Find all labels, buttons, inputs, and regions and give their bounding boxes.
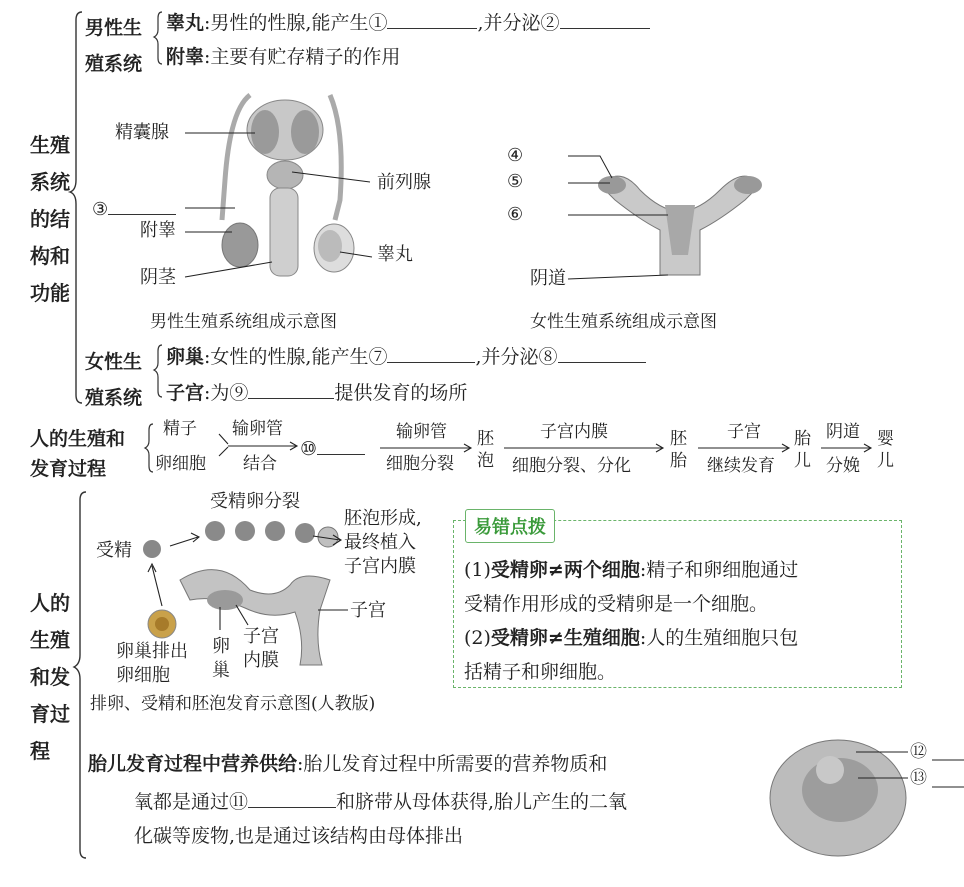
development-caption: 排卵、受精和胚泡发育示意图(人教版) — [90, 694, 376, 714]
ovary-term: 卵巢 — [166, 346, 205, 368]
blank-1[interactable] — [387, 12, 477, 29]
blank-11[interactable] — [248, 791, 336, 808]
brace-development — [74, 492, 86, 858]
testis-term: 睾丸 — [166, 12, 205, 34]
blank-9[interactable] — [248, 382, 334, 399]
fertilization-label: 受精 — [96, 540, 132, 561]
oviduct-label-1: 输卵管 — [232, 419, 283, 439]
uterus-term: 子宫 — [166, 382, 205, 404]
structure-function-title: 生殖 系统 的结 构和 功能 — [30, 133, 70, 305]
ovary-diagram-label: 卵 巢 — [212, 636, 230, 681]
blank-8[interactable] — [558, 346, 646, 363]
zygote-division-label: 受精卵分裂 — [210, 491, 300, 512]
continue-dev-label: 继续发育 — [707, 456, 775, 476]
nutrition-line-1: 胎儿发育过程中营养供给:胎儿发育过程中所需要的营养物质和 — [88, 753, 608, 775]
ovary-desc-b: ,并分泌⑧ — [475, 346, 558, 368]
cell-division-label: 细胞分裂 — [386, 454, 454, 474]
uterus-process-label: 子宫 — [727, 422, 761, 442]
epididymis-line — [166, 48, 400, 67]
endometrium-diagram-label: 子宫 内膜 — [243, 626, 279, 671]
nutrition-line-2: 氧都是通过⑪ 和脐带从母体获得,胎儿产生的二氧 — [134, 791, 628, 813]
uterus-desc-a: :为⑨ — [204, 382, 249, 404]
uterus-diagram-label: 子宫 — [350, 600, 386, 621]
egg-cell: 卵细胞 — [155, 454, 206, 474]
tip-p1-line2: 受精作用形成的受精卵是一个细胞。 — [464, 593, 769, 615]
blank-6-label: ⑥ — [507, 204, 524, 225]
male-diagram-caption: 男性生殖系统组成示意图 — [150, 312, 337, 332]
fetus: 胎 儿 — [794, 429, 811, 471]
female-diagram-caption: 女性生殖系统组成示意图 — [530, 312, 717, 332]
blank-4-label: ④ — [507, 145, 524, 166]
delivery-label: 分娩 — [826, 456, 860, 476]
male-reproductive-drawing — [222, 95, 354, 276]
penis-label: 阴茎 — [140, 267, 176, 288]
epididymis-term: 附睾 — [166, 46, 205, 68]
brace-process — [145, 424, 153, 472]
male-system-label: 男性生 殖系统 — [85, 17, 143, 75]
blank-10: ⑩ — [300, 438, 365, 459]
embryo: 胚 胎 — [670, 429, 687, 471]
blank-7[interactable] — [387, 346, 475, 363]
vagina-label: 阴道 — [530, 268, 566, 289]
development-title: 人的 生殖 和发 育过 程 — [30, 591, 70, 763]
combine-label: 结合 — [243, 454, 277, 474]
brace-male — [154, 12, 162, 64]
female-system-label: 女性生 殖系统 — [85, 351, 143, 409]
division-diff-label: 细胞分裂、分化 — [512, 456, 631, 476]
process-title: 人的生殖和 发育过程 — [30, 428, 126, 480]
testis-desc-a: :男性的性腺,能产生① — [204, 12, 388, 34]
uterus-desc-b: 提供发育的场所 — [334, 382, 468, 404]
nutrition-term: 胎儿发育过程中营养供给 — [88, 753, 298, 775]
blank-13-label: ⑬ — [910, 768, 927, 788]
ovary-desc-a: :女性的性腺,能产生⑦ — [204, 346, 388, 368]
blank-2[interactable] — [560, 12, 650, 29]
tip-tag: 易错点拨 — [465, 509, 555, 543]
tip-p1-line1: (1)受精卵≠两个细胞:精子和卵细胞通过 — [464, 559, 799, 581]
ovulation-label: 卵巢排出 卵细胞 — [116, 641, 188, 686]
tip-content — [464, 553, 798, 689]
epididymis-desc: :主要有贮存精子的作用 — [204, 46, 401, 68]
fetus-drawing — [770, 740, 906, 856]
seminal-vesicle-label: 精囊腺 — [115, 122, 169, 143]
blastocyst: 胚 泡 — [477, 429, 494, 471]
ovary-line — [166, 346, 646, 367]
female-reproductive-drawing — [598, 176, 762, 275]
tip-p2-line1: (2)受精卵≠生殖细胞:人的生殖细胞只包 — [464, 627, 799, 649]
baby: 婴 儿 — [877, 429, 894, 471]
brace-structure — [70, 12, 82, 403]
uterus-line — [166, 382, 467, 403]
blank-3-label: ③ — [92, 198, 176, 219]
oviduct-label-2: 输卵管 — [396, 422, 447, 442]
epididymis-label: 附睾 — [140, 220, 176, 241]
blank-12-label: ⑫ — [910, 742, 927, 762]
vagina-process-label: 阴道 — [826, 422, 860, 442]
blastocyst-implant-label: 胚泡形成, 最终植入 子宫内膜 — [344, 508, 422, 577]
prostate-label: 前列腺 — [377, 172, 431, 193]
tip-p2-line2: 括精子和卵细胞。 — [464, 661, 617, 683]
testis-label: 睾丸 — [377, 244, 413, 265]
brace-female — [154, 345, 162, 397]
testis-desc-b: ,并分泌② — [477, 12, 560, 34]
endometrium-label: 子宫内膜 — [540, 422, 608, 442]
nutrition-line-3: 化碳等废物,也是通过该结构由母体排出 — [134, 825, 464, 847]
sperm: 精子 — [163, 419, 197, 439]
blank-5-label: ⑤ — [507, 171, 524, 192]
testis-line — [166, 12, 650, 33]
